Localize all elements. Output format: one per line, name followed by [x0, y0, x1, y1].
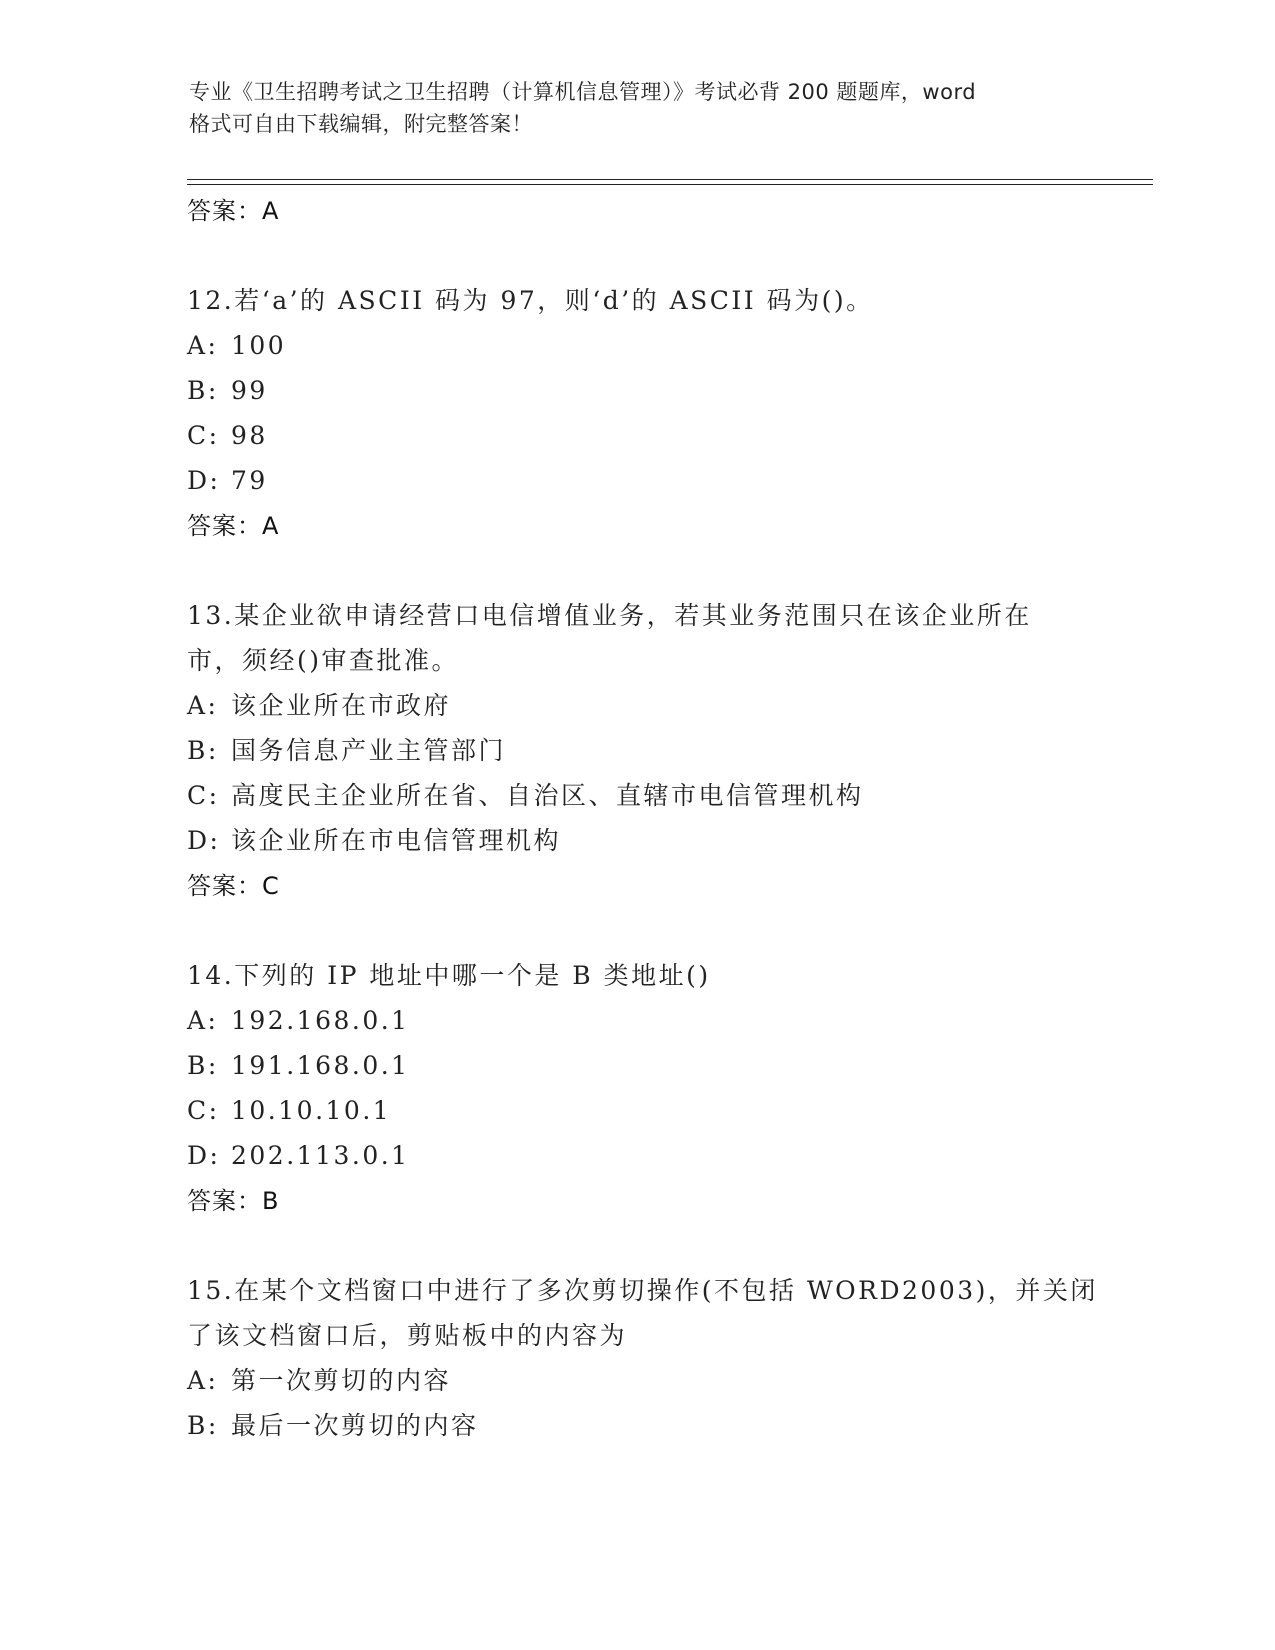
answer-prefix: 答案：	[187, 1187, 262, 1215]
header-rule-top	[187, 179, 1153, 180]
spacer	[187, 1224, 1087, 1268]
option-item	[187, 773, 1087, 818]
question-block	[187, 1268, 1098, 1448]
previous-answer	[187, 188, 1087, 234]
answer-line	[187, 503, 1087, 549]
option-key: C:	[187, 421, 220, 450]
option-text: 79	[231, 466, 268, 495]
option-text: 该企业所在市电信管理机构	[231, 826, 562, 855]
option-item	[187, 413, 1087, 458]
option-text: 99	[231, 376, 268, 405]
option-text: 98	[231, 421, 268, 450]
question-list	[187, 188, 1098, 1448]
option-key: B:	[187, 736, 219, 765]
option-key: A:	[187, 1366, 219, 1395]
option-text: 国务信息产业主管部门	[231, 736, 507, 765]
spacer	[187, 234, 1087, 278]
option-key: B:	[187, 376, 219, 405]
option-key: B:	[187, 1411, 219, 1440]
option-key: C:	[187, 1096, 220, 1125]
option-text: 第一次剪切的内容	[231, 1366, 452, 1395]
option-item	[187, 458, 1087, 503]
option-text: 202.113.0.1	[231, 1141, 410, 1170]
option-key: D:	[187, 1141, 221, 1170]
option-text: 192.168.0.1	[231, 1006, 410, 1035]
question-text-line: 15.在某个文档窗口中进行了多次剪切操作(不包括 WORD2003)，并关闭	[187, 1276, 1098, 1305]
option-item	[187, 818, 1087, 863]
option-item	[187, 1403, 1087, 1448]
option-item	[187, 998, 1087, 1043]
question-text-line: 13.某企业欲申请经营口电信增值业务，若其业务范围只在该企业所在	[187, 601, 1032, 630]
option-text: 100	[231, 331, 287, 360]
option-item	[187, 1043, 1087, 1088]
option-key: B:	[187, 1051, 219, 1080]
option-item	[187, 368, 1087, 413]
question-text-line: 12.若‘a’的 ASCII 码为 97，则‘d’的 ASCII 码为()。	[187, 286, 874, 315]
spacer	[187, 909, 1087, 953]
answer-line	[187, 863, 1087, 909]
option-key: D:	[187, 826, 221, 855]
option-text: 该企业所在市政府	[231, 691, 452, 720]
page-header	[189, 76, 1089, 140]
option-item	[187, 728, 1087, 773]
answer-value: A	[262, 197, 280, 225]
question-block	[187, 278, 1087, 593]
question-text-line: 市，须经()审查批准。	[187, 646, 460, 675]
answer-value: A	[262, 512, 280, 540]
spacer	[187, 549, 1087, 593]
option-key: A:	[187, 691, 219, 720]
option-item	[187, 1088, 1087, 1133]
answer-value: B	[262, 1187, 280, 1215]
option-item	[187, 1133, 1087, 1178]
option-text: 191.168.0.1	[231, 1051, 410, 1080]
question-block	[187, 953, 1087, 1268]
answer-line	[187, 1178, 1087, 1224]
option-item	[187, 1358, 1087, 1403]
option-key: C:	[187, 781, 220, 810]
answer-prefix: 答案：	[187, 197, 262, 225]
option-item	[187, 323, 1087, 368]
answer-prefix: 答案：	[187, 872, 262, 900]
header-rule-bottom	[187, 184, 1153, 185]
answer-value: C	[262, 872, 280, 900]
option-key: A:	[187, 1006, 219, 1035]
question-text-line: 了该文档窗口后，剪贴板中的内容为	[187, 1321, 628, 1350]
header-line-2: 格式可自由下载编辑，附完整答案！	[189, 112, 533, 136]
option-item	[187, 683, 1087, 728]
question-text-line: 14.下列的 IP 地址中哪一个是 B 类地址()	[187, 961, 711, 990]
option-key: A:	[187, 331, 219, 360]
option-text: 高度民主企业所在省、自治区、直辖市电信管理机构	[231, 781, 864, 810]
question-block	[187, 593, 1087, 953]
option-key: D:	[187, 466, 221, 495]
option-text: 10.10.10.1	[231, 1096, 392, 1125]
answer-prefix: 答案：	[187, 512, 262, 540]
option-text: 最后一次剪切的内容	[231, 1411, 479, 1440]
header-line-1: 专业《卫生招聘考试之卫生招聘（计算机信息管理）》考试必背 200 题题库，word	[189, 80, 977, 104]
